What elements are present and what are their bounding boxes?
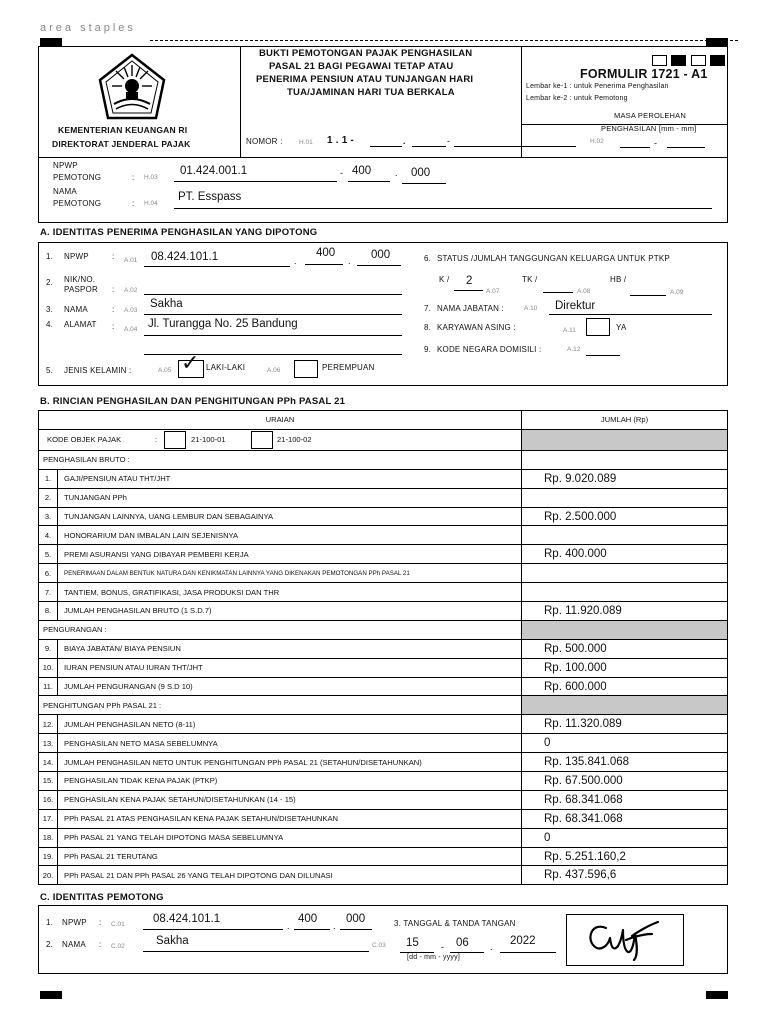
row-description: TUNJANGAN LAINNYA, UANG LEMBUR DAN SEBAGAINYA bbox=[58, 507, 522, 526]
row-number: 7. bbox=[39, 583, 58, 602]
jabatan-value[interactable]: Direktur bbox=[555, 300, 596, 312]
nomor-prefix: 1 . 1 - bbox=[327, 135, 354, 146]
row-amount[interactable]: Rp. 11.320.089 bbox=[522, 715, 728, 734]
row-description: GAJI/PENSIUN ATAU THT/JHT bbox=[58, 469, 522, 488]
masa-to-field[interactable] bbox=[667, 147, 705, 148]
corner-mark-bl bbox=[40, 991, 62, 999]
table-row bbox=[39, 772, 728, 791]
form-title-line-4: TUA/JAMINAN HARI TUA BERKALA bbox=[287, 87, 455, 98]
row-number: 5. bbox=[39, 545, 58, 564]
gender-female-checkbox[interactable] bbox=[294, 360, 318, 378]
row-number: 3. bbox=[39, 507, 58, 526]
row-amount[interactable]: 0 bbox=[522, 828, 728, 847]
table-row bbox=[39, 526, 728, 545]
row-description: JUMLAH PENGURANGAN (9 S.D 10) bbox=[58, 677, 522, 696]
directorate-name: DIREKTORAT JENDERAL PAJAK bbox=[52, 139, 191, 149]
row-description: BIAYA JABATAN/ BIAYA PENSIUN bbox=[58, 639, 522, 658]
ptkp-k-value[interactable]: 2 bbox=[466, 275, 473, 287]
row-number: 20. bbox=[39, 866, 58, 885]
nomor-field-1[interactable] bbox=[370, 146, 402, 147]
pemotong-npwp[interactable]: 01.424.001.1 bbox=[180, 165, 248, 177]
row-description: PENERIMAAN DALAM BENTUK NATURA DAN KENIKMATAN LAINNYA YANG DIKENAKAN PEMOTONGAN PPh PASAL 21 bbox=[58, 564, 522, 583]
row-number: 14. bbox=[39, 753, 58, 772]
row-description: HONORARIUM DAN IMBALAN LAIN SEJENISNYA bbox=[58, 526, 522, 545]
row-amount[interactable] bbox=[522, 526, 728, 545]
row-description: PENGHASILAN TIDAK KENA PAJAK (PTKP) bbox=[58, 772, 522, 791]
row-description: PENGHASILAN NETO MASA SEBELUMNYA bbox=[58, 734, 522, 753]
row-description: PPh PASAL 21 YANG TELAH DIPOTONG MASA SEBELUMNYA bbox=[58, 828, 522, 847]
row-amount[interactable]: Rp. 400.000 bbox=[522, 545, 728, 564]
karyawan-asing-checkbox[interactable] bbox=[586, 318, 610, 336]
sheet-1-note: Lembar ke-1 : untuk Penerima Penghasilan bbox=[526, 83, 669, 90]
date-format-hint: [dd - mm - yyyy] bbox=[407, 954, 460, 961]
row-amount[interactable]: Rp. 100.000 bbox=[522, 658, 728, 677]
table-row bbox=[39, 488, 728, 507]
section-b-title: B. RINCIAN PENGHASILAN DAN PENGHITUNGAN PPh PASAL 21 bbox=[40, 396, 346, 407]
form-title-line-1: BUKTI PEMOTONGAN PAJAK PENGHASILAN bbox=[259, 48, 473, 59]
row-description: JUMLAH PENGHASILAN BRUTO (1 S.D.7) bbox=[58, 602, 522, 621]
row-description: TANTIEM, BONUS, GRATIFIKASI, JASA PRODUKSI DAN THR bbox=[58, 583, 522, 602]
ptkp-tk-field[interactable] bbox=[543, 292, 573, 293]
date-day[interactable]: 15 bbox=[406, 937, 419, 949]
masa-label-1: MASA PEROLEHAN bbox=[614, 111, 686, 120]
row-number: 11. bbox=[39, 677, 58, 696]
row-amount[interactable]: Rp. 5.251.160,2 bbox=[522, 847, 728, 866]
corner-mark-tr bbox=[706, 38, 728, 46]
pemotong-c-npwp[interactable]: 08.424.101.1 bbox=[153, 913, 221, 925]
check-icon: ✓ bbox=[181, 351, 200, 376]
nomor-field-3[interactable] bbox=[454, 146, 576, 147]
date-month[interactable]: 06 bbox=[456, 937, 469, 949]
row-number: 10. bbox=[39, 658, 58, 677]
row-amount[interactable]: Rp. 9.020.089 bbox=[522, 469, 728, 488]
pemotong-npwp-kpp[interactable]: 400 bbox=[352, 165, 372, 177]
row-number: 17. bbox=[39, 809, 58, 828]
row-number: 4. bbox=[39, 526, 58, 545]
income-table bbox=[38, 410, 728, 885]
pemotong-nama[interactable]: PT. Esspass bbox=[178, 191, 242, 203]
row-amount[interactable]: Rp. 600.000 bbox=[522, 677, 728, 696]
row-description: PENGHASILAN KENA PAJAK SETAHUN/DISETAHUNKAN (14 - 15) bbox=[58, 790, 522, 809]
section-c-title: C. IDENTITAS PEMOTONG bbox=[40, 892, 164, 903]
table-row bbox=[39, 847, 728, 866]
table-row bbox=[39, 715, 728, 734]
penerima-alamat[interactable]: Jl. Turangga No. 25 Bandung bbox=[148, 318, 298, 330]
table-row bbox=[39, 734, 728, 753]
row-description: JUMLAH PENGHASILAN NETO UNTUK PENGHITUNGAN PPh PASAL 21 (SETAHUN/DISETAHUNKAN) bbox=[58, 753, 522, 772]
penerima-nama[interactable]: Sakha bbox=[150, 298, 183, 310]
row-amount[interactable] bbox=[522, 488, 728, 507]
nomor-label: NOMOR : bbox=[246, 137, 283, 146]
penerima-nik-field[interactable] bbox=[144, 294, 402, 295]
row-description: PPh PASAL 21 TERUTANG bbox=[58, 847, 522, 866]
pengurangan-header-row bbox=[39, 620, 728, 639]
kode-negara-field[interactable] bbox=[586, 355, 620, 356]
table-header-row: URAIAN JUMLAH (Rp) bbox=[39, 411, 728, 430]
row-amount[interactable]: Rp. 135.841.068 bbox=[522, 753, 728, 772]
penghitungan-header-row-label: PENGHITUNGAN PPh PASAL 21 : bbox=[39, 696, 522, 715]
pemotong-c-npwp-cabang[interactable]: 000 bbox=[346, 913, 366, 925]
row-amount[interactable] bbox=[522, 564, 728, 583]
kode-objek-row: KODE OBJEK PAJAK : 21-100-01 21-100-02 bbox=[39, 429, 728, 450]
corner-mark-tl bbox=[40, 38, 62, 46]
penerima-npwp[interactable]: 08.424.101.1 bbox=[151, 251, 219, 263]
ministry-name: KEMENTERIAN KEUANGAN RI bbox=[58, 125, 188, 135]
row-number: 16. bbox=[39, 790, 58, 809]
pemotong-c-nama[interactable]: Sakha bbox=[156, 935, 189, 947]
row-number: 1. bbox=[39, 469, 58, 488]
section-a-title: A. IDENTITAS PENERIMA PENGHASILAN YANG DIPOTONG bbox=[40, 227, 318, 238]
nomor-field-2[interactable] bbox=[412, 146, 446, 147]
row-amount[interactable]: Rp. 11.920.089 bbox=[522, 602, 728, 621]
pemotong-c-npwp-kpp[interactable]: 400 bbox=[298, 913, 318, 925]
penghitungan-header-row bbox=[39, 696, 728, 715]
row-number: 9. bbox=[39, 639, 58, 658]
row-amount[interactable]: Rp. 437.596,6 bbox=[522, 866, 728, 885]
date-year[interactable]: 2022 bbox=[510, 935, 536, 947]
table-row bbox=[39, 866, 728, 885]
row-number: 15. bbox=[39, 772, 58, 791]
row-description: PREMI ASURANSI YANG DIBAYAR PEMBERI KERJA bbox=[58, 545, 522, 564]
row-description: TUNJANGAN PPh bbox=[58, 488, 522, 507]
staple-line bbox=[150, 40, 738, 41]
row-number: 8. bbox=[39, 602, 58, 621]
form-title-line-2: PASAL 21 BAGI PEGAWAI TETAP ATAU bbox=[269, 61, 454, 72]
row-amount[interactable]: Rp. 68.341.068 bbox=[522, 790, 728, 809]
tanggal-ttd-label: 3. TANGGAL & TANDA TANGAN bbox=[394, 919, 516, 928]
ministry-logo-icon bbox=[96, 52, 168, 122]
table-row bbox=[39, 677, 728, 696]
table-row bbox=[39, 790, 728, 809]
row-number: 6. bbox=[39, 564, 58, 583]
ptkp-hb-field[interactable] bbox=[630, 295, 666, 296]
row-amount[interactable]: 0 bbox=[522, 734, 728, 753]
ptkp-status-label: STATUS /JUMLAH TANGGUNGAN KELUARGA UNTUK PTKP bbox=[437, 254, 670, 263]
row-number: 19. bbox=[39, 847, 58, 866]
penerima-npwp-kpp[interactable]: 400 bbox=[316, 247, 336, 259]
table-row bbox=[39, 753, 728, 772]
masa-label-2: PENGHASILAN [mm - mm] bbox=[601, 124, 697, 133]
bruto-header-row: PENGHASILAN BRUTO : bbox=[39, 450, 728, 469]
table-row bbox=[39, 564, 728, 583]
row-amount[interactable]: Rp. 68.341.068 bbox=[522, 809, 728, 828]
form-name: FORMULIR 1721 - A1 bbox=[580, 67, 708, 81]
row-amount[interactable]: Rp. 2.500.000 bbox=[522, 507, 728, 526]
area-staples-label: area staples bbox=[40, 22, 136, 34]
pengurangan-header-row-label: PENGURANGAN : bbox=[39, 620, 522, 639]
kode-21-100-02-checkbox[interactable] bbox=[251, 431, 273, 449]
table-row bbox=[39, 545, 728, 564]
table-row bbox=[39, 469, 728, 488]
row-number: 13. bbox=[39, 734, 58, 753]
table-row bbox=[39, 658, 728, 677]
table-row bbox=[39, 809, 728, 828]
row-number: 12. bbox=[39, 715, 58, 734]
row-number: 2. bbox=[39, 488, 58, 507]
form-title-line-3: PENERIMA PENSIUN ATAU TUNJANGAN HARI bbox=[256, 74, 474, 85]
sheet-2-note: Lembar ke-2 : untuk Pemotong bbox=[526, 95, 628, 102]
pemotong-npwp-cabang[interactable]: 000 bbox=[411, 167, 431, 179]
row-description: PPh PASAL 21 DAN PPh PASAL 26 YANG TELAH DIPOTONG DAN DILUNASI bbox=[58, 866, 522, 885]
row-number: 18. bbox=[39, 828, 58, 847]
kode-21-100-01-checkbox[interactable] bbox=[164, 431, 186, 449]
row-description: JUMLAH PENGHASILAN NETO (8-11) bbox=[58, 715, 522, 734]
table-row bbox=[39, 602, 728, 621]
signature-icon bbox=[580, 916, 676, 962]
row-description: PPh PASAL 21 ATAS PENGHASILAN KENA PAJAK SETAHUN/DISETAHUNKAN bbox=[58, 809, 522, 828]
row-amount[interactable]: Rp. 67.500.000 bbox=[522, 772, 728, 791]
row-amount[interactable] bbox=[522, 583, 728, 602]
table-row bbox=[39, 639, 728, 658]
table-row bbox=[39, 583, 728, 602]
masa-from-field[interactable] bbox=[620, 147, 650, 148]
penerima-npwp-cabang[interactable]: 000 bbox=[371, 249, 391, 261]
table-row bbox=[39, 828, 728, 847]
row-description: IURAN PENSIUN ATAU IURAN THT/JHT bbox=[58, 658, 522, 677]
row-amount[interactable]: Rp. 500.000 bbox=[522, 639, 728, 658]
table-row bbox=[39, 507, 728, 526]
corner-mark-br bbox=[706, 991, 728, 999]
